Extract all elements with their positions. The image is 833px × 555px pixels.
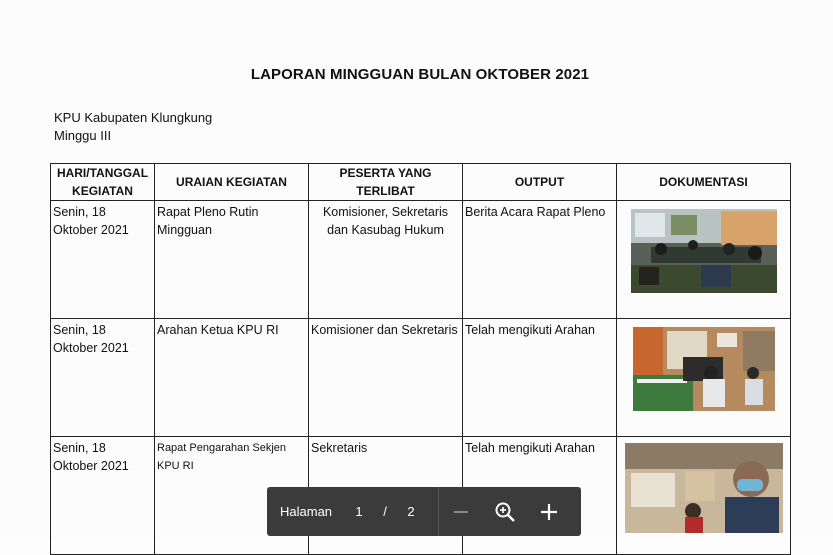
row-output: Telah mengikuti Arahan xyxy=(463,319,617,437)
meeting-photo xyxy=(633,327,775,411)
row-documentation xyxy=(617,319,791,437)
table-row xyxy=(51,201,791,319)
row-date: Senin, 18 Oktober 2021 xyxy=(51,437,155,555)
row-participants: Komisioner dan Sekretaris xyxy=(309,319,463,437)
row-date: Senin, 18 Oktober 2021 xyxy=(51,201,155,319)
zoom-fit-button[interactable] xyxy=(483,487,527,536)
minus-icon xyxy=(452,503,470,521)
plus-icon xyxy=(539,502,559,522)
table-row xyxy=(51,319,791,437)
header-documentation: DOKUMENTASI xyxy=(617,164,791,201)
table-header-row xyxy=(51,164,791,201)
report-header-info xyxy=(54,109,212,145)
report-title: LAPORAN MINGGUAN BULAN OKTOBER 2021 xyxy=(250,66,590,83)
zoom-in-button[interactable] xyxy=(527,487,571,536)
row-date: Senin, 18 Oktober 2021 xyxy=(51,319,155,437)
header-participants: PESERTA YANG TERLIBAT xyxy=(309,164,463,201)
organization-name: KPU Kabupaten Klungkung xyxy=(54,110,213,125)
header-output: OUTPUT xyxy=(463,164,617,201)
row-output: Telah mengikuti Arahan xyxy=(463,437,617,555)
pdf-viewer-toolbar xyxy=(267,487,581,536)
meeting-photo xyxy=(625,443,783,533)
current-page-input[interactable]: 1 xyxy=(355,504,363,519)
row-activity: Arahan Ketua KPU RI xyxy=(155,319,309,437)
meeting-photo xyxy=(631,209,777,293)
row-participants: Sekretaris xyxy=(309,437,463,555)
page-separator: / xyxy=(383,504,387,519)
week-label: Minggu III xyxy=(54,128,112,143)
row-documentation xyxy=(617,437,791,555)
row-activity: Rapat Pengarahan Sekjen KPU RI xyxy=(155,437,309,555)
header-activity: URAIAN KEGIATAN xyxy=(155,164,309,201)
row-participants: Komisioner, Sekretaris dan Kasubag Hukum xyxy=(309,201,463,319)
row-documentation xyxy=(617,201,791,319)
header-date: HARI/TANGGAL KEGIATAN xyxy=(51,164,155,201)
zoom-in-icon xyxy=(494,501,516,523)
zoom-out-button[interactable] xyxy=(439,487,483,536)
row-activity: Rapat Pleno Rutin Mingguan xyxy=(155,201,309,319)
page-label: Halaman xyxy=(280,504,333,519)
row-output: Berita Acara Rapat Pleno xyxy=(463,201,617,319)
total-pages: 2 xyxy=(407,504,415,519)
